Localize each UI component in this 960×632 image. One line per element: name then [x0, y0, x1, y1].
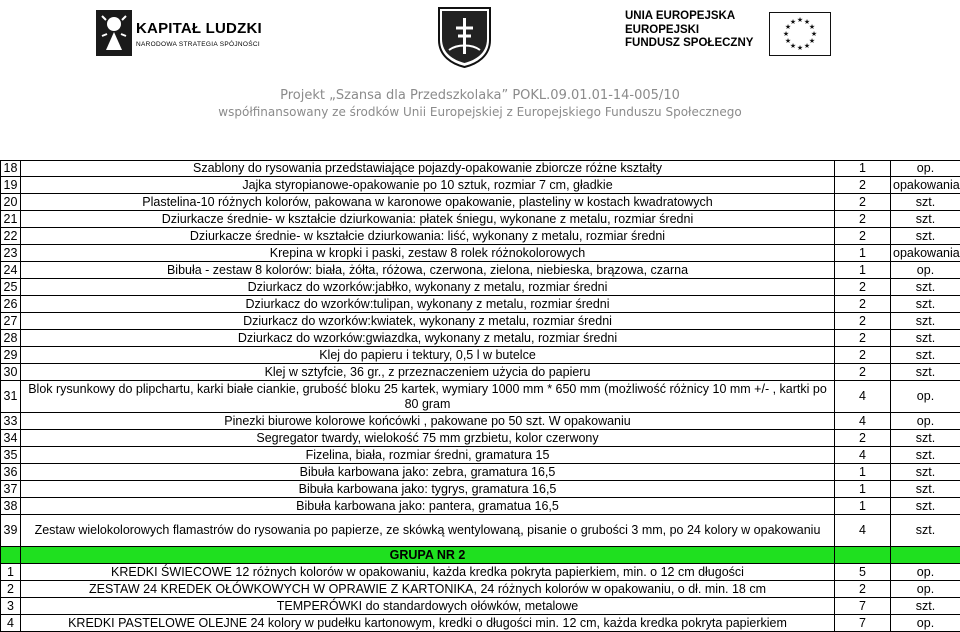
table-row: [1, 161, 960, 177]
svg-text:★: ★: [790, 18, 796, 26]
cell-number: 23: [1, 245, 21, 262]
project-line-2: współfinansowany ze środków Unii Europejskiej z Europejskiego Funduszu Społecznego: [0, 104, 960, 120]
group-spacer-cell: [891, 547, 960, 564]
cell-number: 18: [1, 161, 21, 177]
cell-unit: szt.: [891, 347, 960, 364]
cell-unit: op.: [891, 262, 960, 279]
kapital-ludzki-title: KAPITAŁ LUDZKI: [136, 20, 262, 37]
cell-description: KREDKI ŚWIECOWE 12 różnych kolorów w opakowaniu, każda kredka pokryta papierkiem, min. o 12 cm długości: [21, 564, 835, 581]
cell-quantity: 4: [835, 413, 891, 430]
cell-unit: szt.: [891, 313, 960, 330]
cell-quantity: 4: [835, 381, 891, 413]
items-table-body: [1, 161, 960, 632]
cell-unit: szt.: [891, 228, 960, 245]
cell-number: 19: [1, 177, 21, 194]
kapital-ludzki-subtitle: NARODOWA STRATEGIA SPÓJNOŚCI: [136, 41, 260, 48]
cell-number: 31: [1, 381, 21, 413]
cell-description: Plastelina-10 różnych kolorów, pakowana w karonowe opakowanie, plasteliny w kostach kwadratowych: [21, 194, 835, 211]
cell-number: 27: [1, 313, 21, 330]
cell-number: 25: [1, 279, 21, 296]
cell-number: 21: [1, 211, 21, 228]
table-row: [1, 481, 960, 498]
table-row: [1, 279, 960, 296]
table-row: [1, 177, 960, 194]
cell-unit: szt.: [891, 194, 960, 211]
ue-line-3: FUNDUSZ SPOŁECZNY: [625, 37, 753, 51]
cell-description: Dziurkacz do wzorków:tulipan, wykonany z metalu, rozmiar średni: [21, 296, 835, 313]
cell-number: 1: [1, 564, 21, 581]
cell-quantity: 2: [835, 430, 891, 447]
cell-unit: op.: [891, 615, 960, 632]
crest-shield-icon: [437, 6, 492, 68]
eu-flag-icon: [769, 12, 831, 56]
cell-quantity: 2: [835, 313, 891, 330]
cell-number: 28: [1, 330, 21, 347]
cell-unit: szt.: [891, 498, 960, 515]
cell-number: 2: [1, 581, 21, 598]
cell-number: 3: [1, 598, 21, 615]
cell-description: ZESTAW 24 KREDEK OŁÓWKOWYCH W OPRAWIE Z KARTONIKA, 24 różnych kolorów w opakowaniu, o dł. min. 18 cm: [21, 581, 835, 598]
cell-unit: szt.: [891, 296, 960, 313]
cell-quantity: 2: [835, 211, 891, 228]
cell-quantity: 7: [835, 598, 891, 615]
cell-quantity: 2: [835, 364, 891, 381]
project-caption: [0, 88, 960, 120]
unia-europejska-logo: [625, 10, 835, 62]
cell-unit: szt.: [891, 211, 960, 228]
coat-of-arms-crest: [437, 6, 492, 68]
cell-unit: szt.: [891, 515, 960, 547]
cell-quantity: 1: [835, 464, 891, 481]
cell-description: Krepina w kropki i paski, zestaw 8 rolek różnokolorowych: [21, 245, 835, 262]
cell-description: Zestaw wielokolorowych flamastrów do rysowania po papierze, ze skówką wentylowaną, pisanie o grubości 3 mm, po 24 kolory w opakowaniu: [21, 515, 835, 547]
cell-number: 4: [1, 615, 21, 632]
ue-text: [625, 10, 753, 51]
cell-number: 20: [1, 194, 21, 211]
cell-unit: szt.: [891, 430, 960, 447]
svg-text:★: ★: [785, 37, 791, 45]
cell-unit: szt.: [891, 598, 960, 615]
cell-quantity: 2: [835, 279, 891, 296]
cell-description: TEMPERÓWKI do standardowych ołówków, metalowe: [21, 598, 835, 615]
cell-number: 30: [1, 364, 21, 381]
cell-description: Dziurkacze średnie- w kształcie dziurkowania: liść, wykonany z metalu, rozmiar średni: [21, 228, 835, 245]
cell-number: 39: [1, 515, 21, 547]
table-row: [1, 498, 960, 515]
cell-quantity: 2: [835, 296, 891, 313]
cell-number: 33: [1, 413, 21, 430]
table-row: [1, 598, 960, 615]
cell-unit: op.: [891, 413, 960, 430]
cell-number: 36: [1, 464, 21, 481]
svg-text:★: ★: [809, 23, 815, 31]
cell-number: 29: [1, 347, 21, 364]
table-row: [1, 211, 960, 228]
cell-quantity: 4: [835, 515, 891, 547]
cell-quantity: 2: [835, 347, 891, 364]
cell-unit: op.: [891, 161, 960, 177]
cell-quantity: 2: [835, 330, 891, 347]
cell-description: Dziurkacz do wzorków:gwiazdka, wykonany z metalu, rozmiar średni: [21, 330, 835, 347]
cell-description: Bibuła karbowana jako: tygrys, gramatura 16,5: [21, 481, 835, 498]
svg-text:★: ★: [783, 30, 789, 38]
cell-unit: op.: [891, 564, 960, 581]
cell-quantity: 1: [835, 161, 891, 177]
cell-quantity: 1: [835, 498, 891, 515]
group-spacer-cell: [1, 547, 21, 564]
cell-description: Dziurkacze średnie- w kształcie dziurkowania: płatek śniegu, wykonane z metalu, rozmiar średni: [21, 211, 835, 228]
cell-quantity: 2: [835, 581, 891, 598]
cell-unit: szt.: [891, 447, 960, 464]
cell-number: 35: [1, 447, 21, 464]
cell-quantity: 2: [835, 177, 891, 194]
cell-unit: szt.: [891, 464, 960, 481]
table-row: [1, 515, 960, 547]
svg-text:★: ★: [797, 44, 803, 52]
cell-description: Dziurkacz do wzorków:jabłko, wykonany z metalu, rozmiar średni: [21, 279, 835, 296]
cell-unit: op.: [891, 581, 960, 598]
cell-description: Pinezki biurowe kolorowe końcówki , pakowane po 50 szt. W opakowaniu: [21, 413, 835, 430]
ue-line-2: EUROPEJSKI: [625, 24, 753, 38]
table-row: [1, 447, 960, 464]
cell-number: 38: [1, 498, 21, 515]
svg-text:★: ★: [797, 16, 803, 24]
cell-unit: opakowania: [891, 177, 960, 194]
cell-unit: szt.: [891, 279, 960, 296]
cell-unit: szt.: [891, 364, 960, 381]
cell-quantity: 7: [835, 615, 891, 632]
cell-quantity: 5: [835, 564, 891, 581]
svg-text:★: ★: [804, 42, 810, 50]
cell-number: 22: [1, 228, 21, 245]
ue-line-1: UNIA EUROPEJSKA: [625, 10, 753, 24]
svg-text:★: ★: [785, 23, 791, 31]
cell-number: 24: [1, 262, 21, 279]
cell-description: Klej do papieru i tektury, 0,5 l w butelce: [21, 347, 835, 364]
table-row: [1, 581, 960, 598]
cell-description: Fizelina, biała, rozmiar średni, gramatura 15: [21, 447, 835, 464]
table-row: [1, 194, 960, 211]
table-row: [1, 464, 960, 481]
cell-description: Segregator twardy, wielokość 75 mm grzbietu, kolor czerwony: [21, 430, 835, 447]
group-header-row: [1, 547, 960, 564]
svg-text:★: ★: [811, 30, 817, 38]
cell-description: Bibuła - zestaw 8 kolorów: biała, żółta, różowa, czerwona, zielona, niebieska, brązowa, czarna: [21, 262, 835, 279]
cell-description: KREDKI PASTELOWE OLEJNE 24 kolory w pudełku kartonowym, kredki o długości min. 12 cm, każda kredka pokryta papierkiem: [21, 615, 835, 632]
cell-number: 26: [1, 296, 21, 313]
cell-quantity: 2: [835, 228, 891, 245]
cell-quantity: 1: [835, 481, 891, 498]
table-row: [1, 228, 960, 245]
table-row: [1, 364, 960, 381]
cell-unit: opakowania: [891, 245, 960, 262]
cell-description: Bibuła karbowana jako: zebra, gramatura 16,5: [21, 464, 835, 481]
table-row: [1, 413, 960, 430]
group-spacer-cell: [835, 547, 891, 564]
table-row: [1, 296, 960, 313]
table-row: [1, 615, 960, 632]
table-row: [1, 347, 960, 364]
table-row: [1, 564, 960, 581]
cell-description: Dziurkacz do wzorków:kwiatek, wykonany z metalu, rozmiar średni: [21, 313, 835, 330]
group-label: GRUPA NR 2: [21, 547, 835, 564]
kapital-ludzki-logo: [96, 10, 266, 60]
kapital-ludzki-mark-icon: [96, 10, 132, 56]
table-row: [1, 430, 960, 447]
cell-description: Klej w sztyfcie, 36 gr., z przeznaczeniem użycia do papieru: [21, 364, 835, 381]
cell-unit: op.: [891, 381, 960, 413]
cell-description: Blok rysunkowy do plipchartu, karki białe ciankie, grubość bloku 25 kartek, wymiary 1000 mm * 650 mm (możliwość różnicy 10 mm +/- , kartki po 80 gram: [21, 381, 835, 413]
cell-quantity: 2: [835, 194, 891, 211]
cell-description: Jajka styropianowe-opakowanie po 10 sztuk, rozmiar 7 cm, gładkie: [21, 177, 835, 194]
cell-quantity: 4: [835, 447, 891, 464]
items-table: [0, 160, 960, 632]
table-row: [1, 330, 960, 347]
table-row: [1, 381, 960, 413]
svg-text:★: ★: [809, 37, 815, 45]
cell-number: 34: [1, 430, 21, 447]
table-row: [1, 313, 960, 330]
project-line-1: Projekt „Szansa dla Przedszkolaka” POKL.09.01.01-14-005/10: [0, 88, 960, 104]
cell-unit: szt.: [891, 330, 960, 347]
svg-text:★: ★: [790, 42, 796, 50]
cell-number: 37: [1, 481, 21, 498]
page-header: [0, 0, 960, 160]
cell-quantity: 1: [835, 262, 891, 279]
cell-description: Szablony do rysowania przedstawiające pojazdy-opakowanie zbiorcze różne kształty: [21, 161, 835, 177]
svg-text:★: ★: [804, 18, 810, 26]
table-row: [1, 245, 960, 262]
cell-unit: szt.: [891, 481, 960, 498]
cell-description: Bibuła karbowana jako: pantera, gramatua 16,5: [21, 498, 835, 515]
cell-quantity: 1: [835, 245, 891, 262]
table-row: [1, 262, 960, 279]
